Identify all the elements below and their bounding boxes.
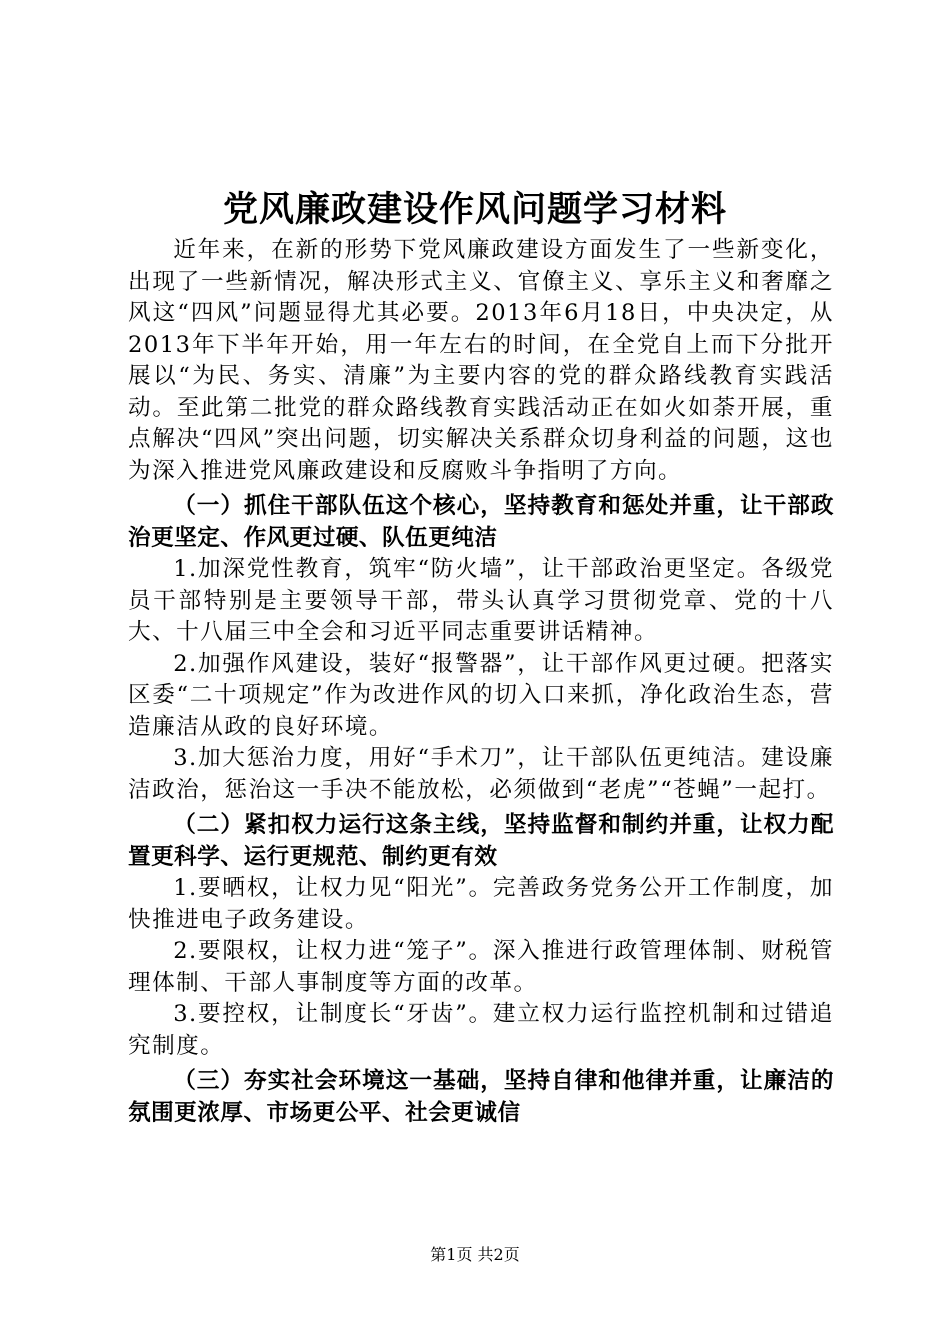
section-heading-3: （三）夯实社会环境这一基础，坚持自律和他律并重，让廉洁的氛围更浓厚、市场更公平、社会更诚信 (128, 1068, 834, 1126)
page-footer: 第1页 共2页 (430, 1245, 520, 1264)
document-body (128, 235, 834, 1129)
section-heading-1: （一）抓住干部队伍这个核心，坚持教育和惩处并重，让干部政治更坚定、作风更过硬、队伍更纯洁 (128, 493, 834, 551)
section-1-item-1: 1.加深党性教育，筑牢“防火墙”，让干部政治更坚定。各级党员干部特别是主要领导干部，带头认真学习贯彻党章、党的十八大、十八届三中全会和习近平同志重要讲话精神。 (128, 556, 834, 645)
section-heading-2: （二）紧扣权力运行这条主线，坚持监督和制约并重，让权力配置更科学、运行更规范、制约更有效 (128, 812, 834, 870)
intro-paragraph: 近年来，在新的形势下党风廉政建设方面发生了一些新变化，出现了一些新情况，解决形式主义、官僚主义、享乐主义和奢靡之风这“四风”问题显得尤其必要。2013年6月18日，中央决定，从2013年下半年开始，用一年左右的时间，在全党自上而下分批开展以“为民、务实、清廉”为主要内容的党的群众路线教育实践活动。至此第二批党的群众路线教育实践活动正在如火如荼开展，重点解决“四风”突出问题，切实解决关系群众切身利益的问题，这也为深入推进党风廉政建设和反腐败斗争指明了方向。 (128, 237, 834, 484)
section-1-item-3: 3.加大惩治力度，用好“手术刀”，让干部队伍更纯洁。建设廉洁政治，惩治这一手决不能放松，必须做到“老虎”“苍蝇”一起打。 (128, 745, 834, 803)
section-2-item-3: 3.要控权，让制度长“牙齿”。建立权力运行监控机制和过错追究制度。 (128, 1001, 834, 1059)
section-1-item-2: 2.加强作风建设，装好“报警器”，让干部作风更过硬。把落实区委“二十项规定”作为改进作风的切入口来抓，净化政治生态，营造廉洁从政的良好环境。 (128, 650, 834, 740)
section-2-item-1: 1.要晒权，让权力见“阳光”。完善政务党务公开工作制度，加快推进电子政务建设。 (128, 875, 834, 933)
section-2-item-2: 2.要限权，让权力进“笼子”。深入推进行政管理体制、财税管理体制、干部人事制度等方面的改革。 (128, 938, 834, 996)
document-title: 党风廉政建设作风问题学习材料 (222, 190, 727, 230)
